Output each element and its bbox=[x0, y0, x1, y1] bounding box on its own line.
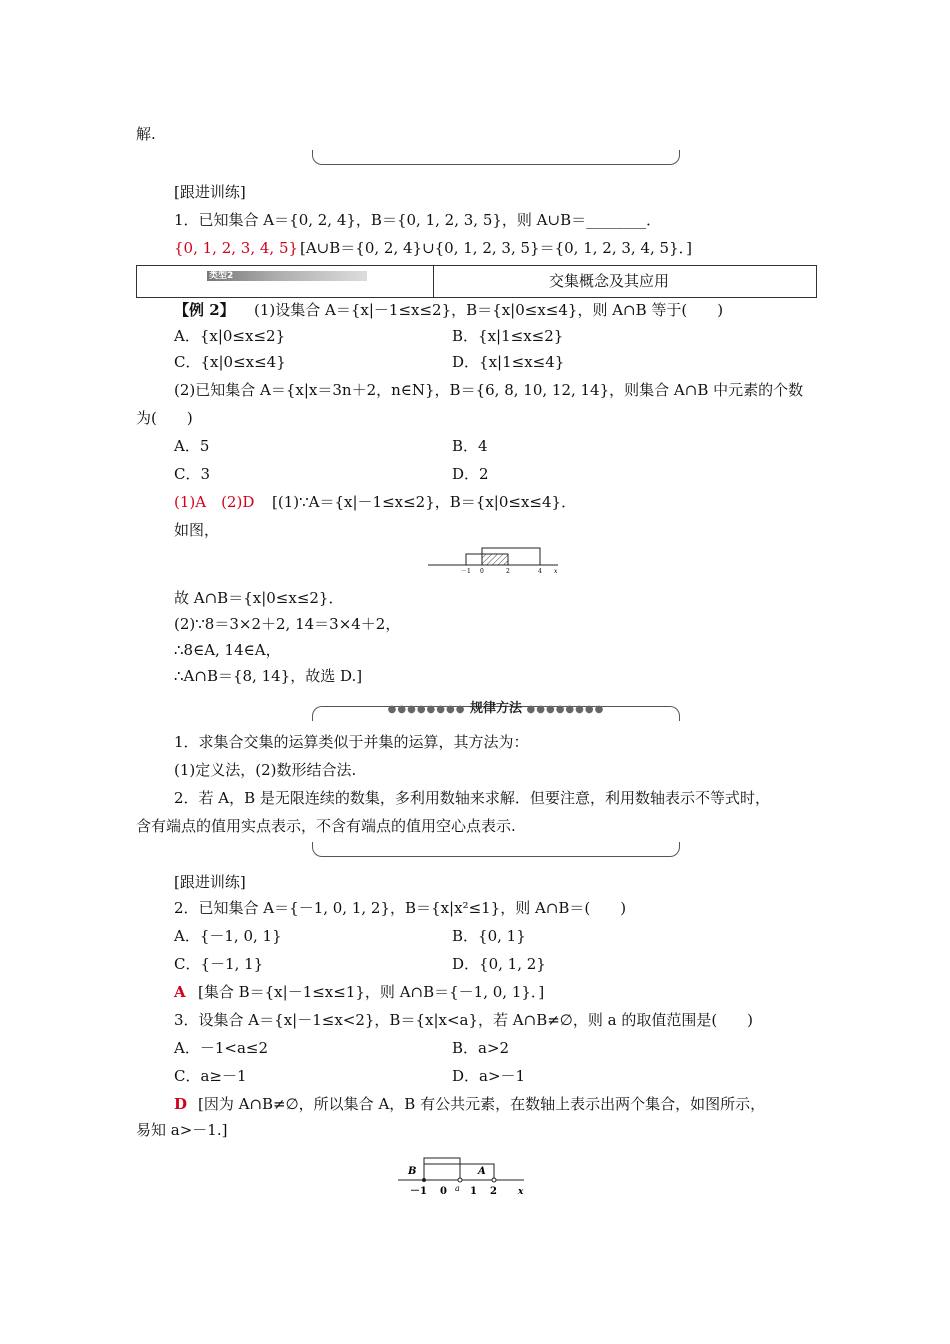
option-d: D．a>－1 bbox=[452, 1067, 526, 1085]
set-label-a: A bbox=[478, 1166, 486, 1177]
explain-2: [集合 B＝{x|－1≤x≤1}，则 A∩B＝{－1, 0, 1}．] bbox=[198, 983, 545, 1001]
solution-line: 故 A∩B＝{x|0≤x≤2}． bbox=[174, 589, 344, 607]
option-a: A．{－1, 0, 1} bbox=[174, 927, 282, 945]
tick-label: a bbox=[455, 1184, 460, 1193]
rule-line: 含有端点的值用实点表示，不含有端点的值用空心点表示. bbox=[136, 817, 516, 835]
solution-line: ∴8∈A, 14∈A， bbox=[174, 641, 281, 659]
axis-label: x bbox=[518, 1187, 524, 1197]
option-b: B．{0, 1} bbox=[452, 927, 526, 945]
question-3: 3．设集合 A＝{x|－1≤x<2}，B＝{x|x<a}，若 A∩B≠∅，则 a 的取值范围是( ) bbox=[174, 1011, 754, 1029]
example-label: 【例 2】 bbox=[174, 301, 235, 319]
question-1: 1．已知集合 A＝{0, 2, 4}，B＝{0, 1, 2, 3, 5}，则 A∪B＝________． bbox=[174, 211, 662, 229]
explain-1: [A∪B＝{0, 2, 4}∪{0, 1, 2, 3, 5}＝{0, 1, 2, 3, 4, 5}．] bbox=[300, 239, 692, 257]
type-header-box bbox=[136, 265, 817, 298]
tick-label: 2 bbox=[506, 568, 510, 574]
tick-label: 1 bbox=[470, 1186, 477, 1197]
explain-3: [因为 A∩B≠∅，所以集合 A，B 有公共元素，在数轴上表示出两个集合，如图所示， bbox=[198, 1095, 766, 1113]
example-question-2: (2)已知集合 A＝{x|x＝3n＋2，n∈N}，B＝{6, 8, 10, 12, 14}，则集合 A∩B 中元素的个数 bbox=[174, 381, 804, 399]
example-explain: [(1)∵A＝{x|－1≤x≤2}，B＝{x|0≤x≤4}． bbox=[272, 493, 577, 511]
tick-label: 4 bbox=[538, 568, 542, 574]
number-line-figure-1 bbox=[428, 544, 568, 574]
question-2: 2．已知集合 A＝{－1, 0, 1, 2}，B＝{x|x²≤1}，则 A∩B＝( ) bbox=[174, 899, 627, 917]
option-d: D．{0, 1, 2} bbox=[452, 955, 546, 973]
section-close-bracket bbox=[312, 150, 680, 165]
number-line-figure-2 bbox=[398, 1150, 532, 1200]
option-b: B．{x|1≤x≤2} bbox=[452, 327, 564, 345]
answer-3: D bbox=[174, 1095, 188, 1113]
rule-open-bracket bbox=[312, 701, 680, 721]
tick-label: 2 bbox=[490, 1186, 497, 1197]
solution-line: (2)∵8＝3×2＋2, 14＝3×4＋2， bbox=[174, 615, 401, 633]
rule-line: 2．若 A，B 是无限连续的数集，多利用数轴来求解．但要注意，利用数轴表示不等式时， bbox=[174, 789, 770, 807]
ru-tu: 如图， bbox=[174, 521, 220, 539]
tick-label: －1 bbox=[410, 1186, 427, 1197]
set-label-b: B bbox=[408, 1166, 417, 1177]
example-question-1: (1)设集合 A＝{x|－1≤x≤2}，B＝{x|0≤x≤4}，则 A∩B 等于( ) bbox=[254, 301, 724, 319]
solution-line: ∴A∩B＝{8, 14}，故选 D.] bbox=[174, 667, 363, 685]
continued-text: 解. bbox=[136, 125, 156, 143]
rule-close-bracket bbox=[312, 842, 680, 857]
option-c: C．a≥－1 bbox=[174, 1067, 247, 1085]
option-a: A．－1<a≤2 bbox=[174, 1039, 268, 1057]
tick-label: －1 bbox=[461, 568, 471, 574]
tick-label: 0 bbox=[440, 1186, 447, 1197]
option-a: A．{x|0≤x≤2} bbox=[174, 327, 286, 345]
rule-line: 1．求集合交集的运算类似于并集的运算，其方法为： bbox=[174, 733, 529, 751]
follow-heading-1: [跟进训练] bbox=[174, 183, 246, 201]
axis-label: x bbox=[554, 568, 558, 574]
option-d: D．2 bbox=[452, 465, 489, 483]
follow-heading-2: [跟进训练] bbox=[174, 873, 246, 891]
solid-point bbox=[422, 1178, 426, 1182]
option-a: A．5 bbox=[174, 437, 210, 455]
tick-label: 0 bbox=[480, 568, 484, 574]
option-c: C．{－1, 1} bbox=[174, 955, 264, 973]
type-tag: 类型2 bbox=[207, 271, 367, 281]
option-d: D．{x|1≤x≤4} bbox=[452, 353, 565, 371]
rule-line: (1)定义法，(2)数形结合法. bbox=[174, 761, 357, 779]
rule-title: ●●●●●●●● 规律方法 ●●●●●●●● bbox=[387, 701, 605, 716]
intersection-shade bbox=[482, 554, 508, 565]
explain-3-cont: 易知 a>－1.] bbox=[136, 1121, 228, 1139]
answer-2: A bbox=[174, 983, 186, 1001]
option-c: C．3 bbox=[174, 465, 211, 483]
answer-1: {0, 1, 2, 3, 4, 5} bbox=[174, 239, 299, 257]
option-c: C．{x|0≤x≤4} bbox=[174, 353, 286, 371]
hollow-point bbox=[458, 1178, 462, 1182]
set-b-bracket bbox=[424, 1158, 460, 1180]
option-b: B．a>2 bbox=[452, 1039, 510, 1057]
hollow-point bbox=[492, 1178, 496, 1182]
example-answer: (1)A (2)D bbox=[174, 493, 255, 511]
example-question-2-cont: 为( ) bbox=[136, 409, 193, 427]
option-b: B．4 bbox=[452, 437, 488, 455]
type-title: 交集概念及其应用 bbox=[549, 272, 670, 290]
